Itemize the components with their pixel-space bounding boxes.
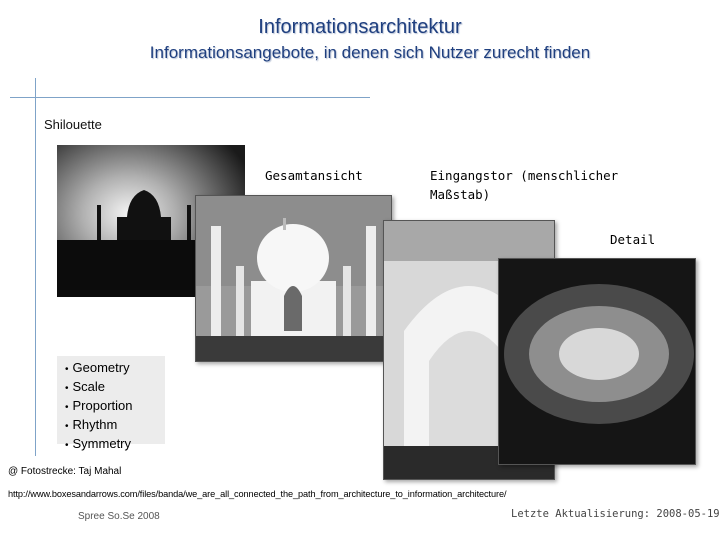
silhouette-label: Shilouette bbox=[44, 117, 102, 132]
overview-photo bbox=[195, 195, 392, 362]
overview-label: Gesamtansicht bbox=[265, 168, 363, 183]
entrance-label-line2: Maßstab) bbox=[430, 187, 491, 202]
detail-photo bbox=[498, 258, 696, 465]
bullet-icon: • bbox=[65, 383, 69, 394]
footer-right: Letzte Aktualisierung: 2008-05-19 bbox=[511, 508, 720, 520]
footer-left: Spree So.Se 2008 bbox=[78, 511, 160, 522]
list-item: • Scale bbox=[65, 379, 106, 394]
list-item: • Proportion bbox=[65, 398, 133, 413]
detail-label: Detail bbox=[610, 232, 656, 247]
list-item: • Rhythm bbox=[65, 417, 118, 432]
slide-title: Informationsarchitektur bbox=[258, 16, 462, 38]
slide-subtitle: Informationsangebote, in denen sich Nutzer zurecht finden bbox=[149, 43, 591, 62]
principles-list bbox=[57, 356, 165, 451]
photo-credit: @ Fotostrecke: Taj Mahal bbox=[8, 466, 122, 477]
bullet-icon: • bbox=[65, 440, 69, 451]
bullet-icon: • bbox=[65, 421, 69, 432]
entrance-label-line1: Eingangstor (menschlicher bbox=[430, 168, 619, 183]
vertical-rule bbox=[35, 78, 36, 456]
source-link[interactable]: http://www.boxesandarrows.com/files/banda/we_are_all_connected_the_path_from_architecture_to_information_architecture/ bbox=[8, 489, 507, 499]
bullet-icon: • bbox=[65, 402, 69, 413]
bullet-icon: • bbox=[65, 364, 69, 375]
list-item: • Geometry bbox=[65, 360, 130, 375]
horizontal-rule bbox=[10, 97, 370, 98]
list-item: • Symmetry bbox=[65, 436, 132, 451]
